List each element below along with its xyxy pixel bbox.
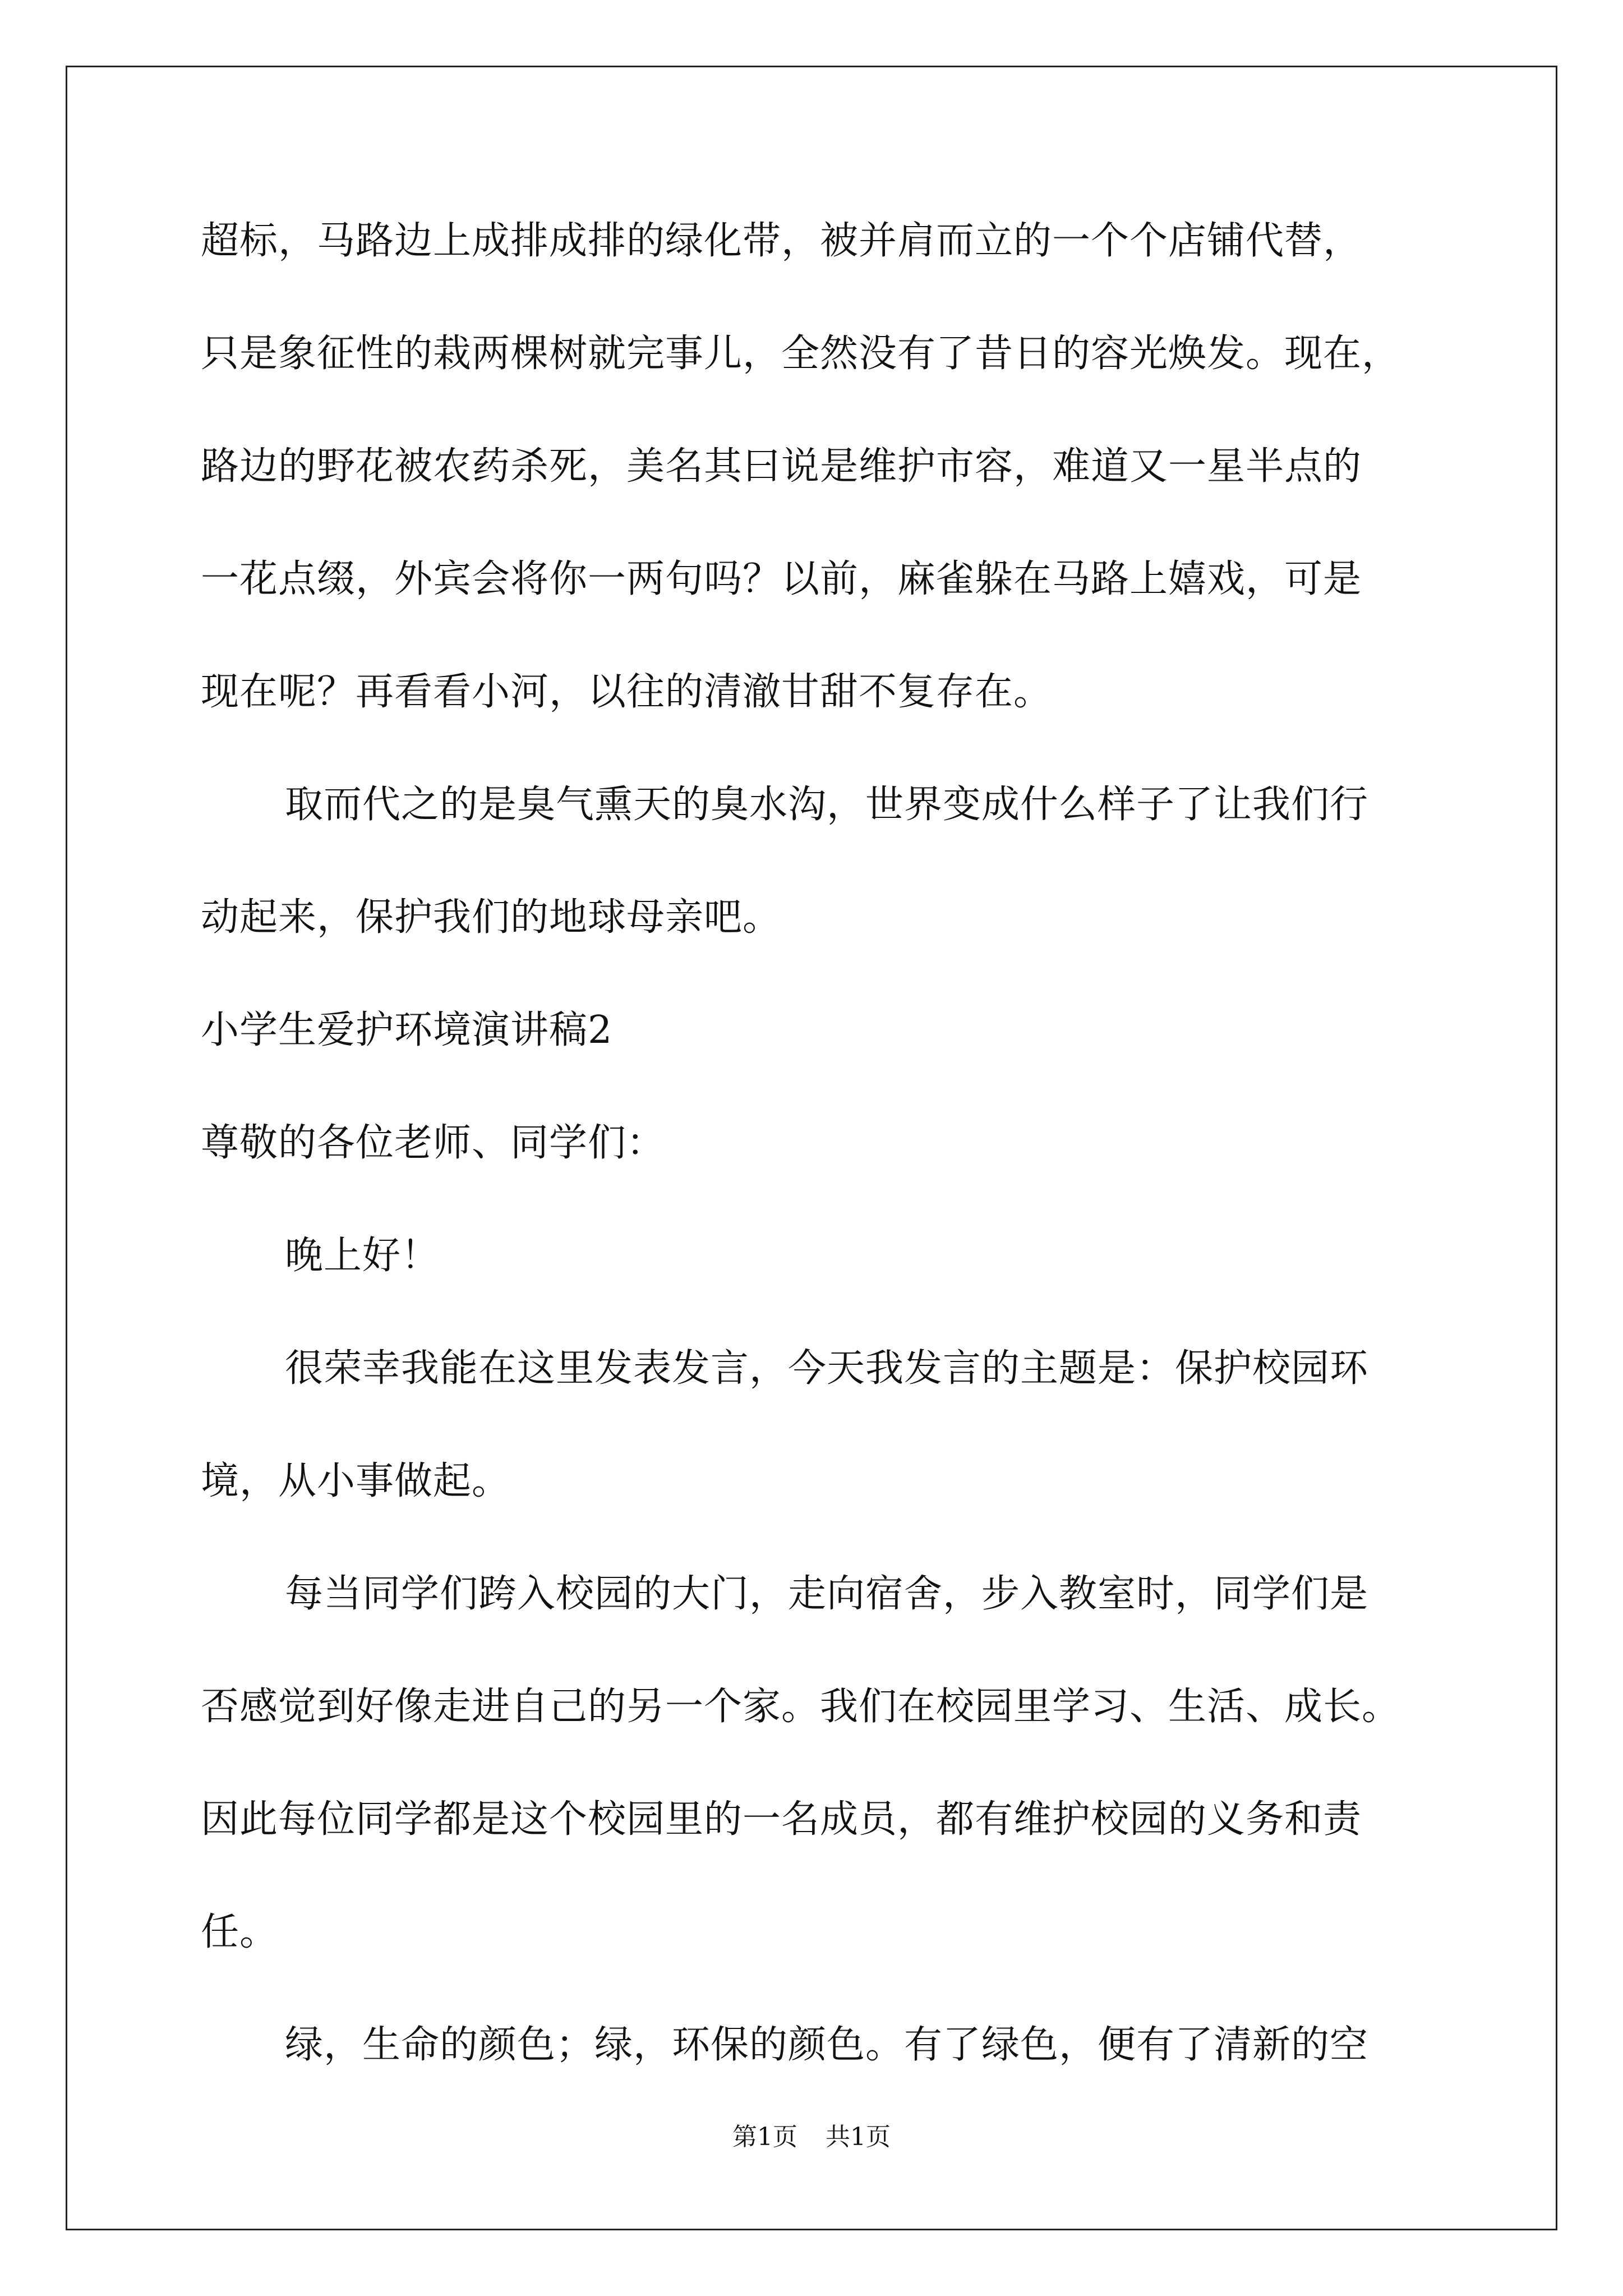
document-body (201, 202, 1435, 2119)
text-line: 否感觉到好像走进自己的另一个家。我们在校园里学习、生活、成长。 (201, 1685, 1401, 1729)
greeting: 晚上好！ (285, 1234, 440, 1278)
text-line: 动起来，保护我们的地球母亲吧。 (201, 895, 782, 940)
text-line: 只是象征性的栽两棵树就完事儿，全然没有了昔日的容光焕发。现在， (201, 332, 1401, 376)
page-footer (0, 2120, 1623, 2154)
text-line: 绿，生命的颜色；绿，环保的颜色。有了绿色，便有了清新的空 (285, 2023, 1369, 2067)
section-heading: 小学生爱护环境演讲稿2 (201, 1008, 613, 1052)
text-line: 因此每位同学都是这个校园里的一名成员，都有维护校园的义务和责 (201, 1797, 1362, 1842)
page-number: 第1页 (732, 2123, 797, 2151)
text-line: 路边的野花被农药杀死，美名其曰说是维护市容，难道又一星半点的 (201, 444, 1362, 489)
text-line: 境，从小事做起。 (201, 1459, 511, 1503)
text-line: 现在呢？再看看小河，以往的清澈甘甜不复存在。 (201, 670, 1053, 714)
text-line: 很荣幸我能在这里发表发言，今天我发言的主题是：保护校园环 (285, 1346, 1369, 1391)
text-line: 一花点缀，外宾会将你一两句吗？以前，麻雀躲在马路上嬉戏，可是 (201, 557, 1362, 601)
page-total: 共1页 (826, 2123, 891, 2151)
text-line: 每当同学们跨入校园的大门，走向宿舍，步入教室时，同学们是 (285, 1572, 1369, 1616)
salutation: 尊敬的各位老师、同学们： (201, 1121, 666, 1165)
text-line: 取而代之的是臭气熏天的臭水沟，世界变成什么样子了让我们行 (285, 783, 1369, 827)
text-line: 任。 (201, 1910, 279, 1954)
text-line: 超标，马路边上成排成排的绿化带，被并肩而立的一个个店铺代替， (201, 219, 1362, 263)
